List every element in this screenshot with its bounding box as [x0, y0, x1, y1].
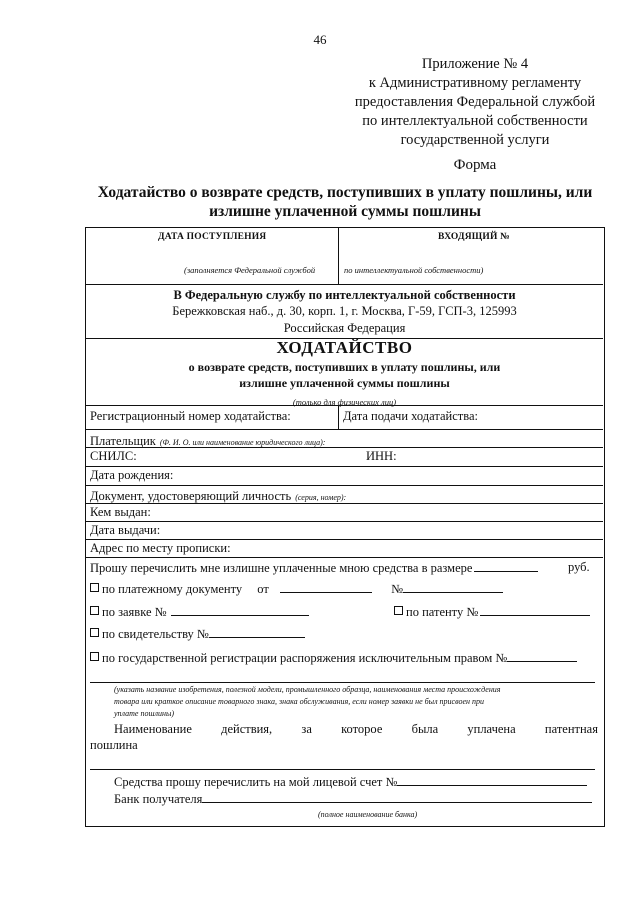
action-word: уплачена	[467, 722, 516, 736]
divider	[86, 447, 603, 448]
divider	[86, 466, 603, 467]
account-row	[114, 774, 587, 790]
payer-note: (Ф. И. О. или наименование юридического лица):	[159, 438, 326, 447]
action-word: была	[411, 722, 439, 736]
registration-row	[90, 650, 577, 666]
bank-label: Банк получателя	[114, 792, 203, 806]
currency-label: руб.	[568, 560, 590, 574]
appendix-line: к Административному регламенту	[368, 75, 582, 91]
patent-label: по патенту №	[406, 605, 479, 619]
payer-label: Плательщик	[90, 434, 156, 448]
patent-row	[394, 604, 590, 620]
checkbox-icon	[90, 628, 99, 637]
addressee-address: Бережковская наб., д. 30, корп. 1, г. Москва, Г-59, ГСП-3, 125993	[172, 304, 517, 318]
account-number-field	[397, 774, 587, 786]
reg-divider	[338, 405, 339, 429]
reg-number-label: Регистрационный номер ходатайства:	[90, 409, 291, 423]
address-label: Адрес по месту прописки:	[90, 541, 231, 555]
petition-subtitle: о возврате средств, поступивших в уплату пошлины, или	[188, 360, 501, 374]
application-label: по заявке №	[102, 605, 167, 619]
from-label: от	[257, 582, 269, 596]
title-line: Ходатайство о возврате средств, поступивших в уплату пошлины, или	[97, 184, 593, 201]
appendix-line: государственной услуги	[400, 132, 550, 148]
payment-number-field	[403, 581, 503, 593]
divider	[86, 284, 603, 285]
certificate-label: по свидетельству №	[102, 627, 209, 641]
patent-number-field	[480, 604, 590, 616]
bank-row	[114, 791, 592, 807]
divider	[86, 557, 603, 558]
action-word: действия,	[221, 722, 273, 736]
incoming-number-label: ВХОДЯЩИЙ №	[438, 232, 510, 242]
divider	[86, 521, 603, 522]
indicate-note: товара или краткое описание товарного знака, знака обслуживания, если номер заявки не был присвоен при	[114, 697, 484, 706]
checkbox-icon	[90, 652, 99, 661]
filing-date-label: Дата подачи ходатайства:	[343, 409, 478, 423]
subject-line	[90, 682, 595, 683]
checkbox-icon	[90, 583, 99, 592]
header-divider	[338, 228, 339, 284]
form-label: Форма	[453, 157, 497, 173]
addressee-country: Российская Федерация	[283, 321, 406, 335]
transfer-label: Прошу перечислить мне излишне уплаченные мною средства в размере	[90, 561, 473, 575]
petition-note	[86, 392, 603, 410]
payment-doc-row	[90, 581, 503, 597]
indicate-note: (указать название изобретения, полезной модели, промышленного образца, наименования места происхождения	[114, 685, 501, 694]
action-word: которое	[341, 722, 383, 736]
issue-date-label: Дата выдачи:	[90, 523, 161, 537]
registration-number-field	[507, 650, 577, 662]
petition-form	[85, 227, 605, 827]
action-word: за	[301, 722, 312, 736]
action-tail: пошлина	[90, 738, 138, 752]
amount-field	[474, 560, 538, 572]
petition-heading: ХОДАТАЙСТВО	[276, 338, 413, 357]
bank-name-field	[202, 791, 592, 803]
petition-subtitle: излишне уплаченной суммы пошлины	[239, 376, 450, 390]
payment-date-field	[280, 581, 372, 593]
id-document-note: (серия, номер):	[295, 493, 347, 502]
inn-label: ИНН:	[366, 449, 397, 463]
application-row	[90, 604, 309, 620]
certificate-row	[90, 626, 305, 642]
divider	[86, 405, 603, 406]
issued-by-label: Кем выдан:	[90, 505, 151, 519]
action-word: патентная	[544, 722, 598, 736]
checkbox-icon	[90, 606, 99, 615]
indicate-note: уплате пошлины)	[114, 709, 175, 718]
number-sign: №	[391, 582, 404, 596]
application-number-field	[171, 604, 309, 616]
snils-label: СНИЛС:	[90, 449, 137, 463]
bank-note: (полное наименование банка)	[318, 810, 418, 819]
addressee-name: В Федеральную службу по интеллектуальной собственности	[173, 288, 516, 302]
divider	[86, 485, 603, 486]
page-number: 46	[313, 32, 327, 47]
divider	[86, 503, 603, 504]
appendix-line: по интеллектуальной собственности	[362, 113, 588, 129]
divider	[86, 539, 603, 540]
divider	[86, 429, 603, 430]
certificate-number-field	[209, 626, 305, 638]
payment-doc-label: по платежному документу	[102, 582, 243, 596]
date-received-label: ДАТА ПОСТУПЛЕНИЯ	[158, 232, 267, 242]
appendix-line: Приложение № 4	[421, 56, 529, 72]
action-word: Наименование	[114, 722, 192, 736]
appendix-block	[340, 55, 610, 150]
action-row	[114, 722, 598, 737]
title-line: излишне уплаченной суммы пошлины	[209, 203, 481, 220]
document-title	[60, 183, 630, 221]
filled-note-left: (заполняется Федеральной службой	[184, 265, 316, 275]
id-document-label: Документ, удостоверяющий личность	[90, 489, 292, 503]
transfer-row	[90, 560, 538, 576]
account-label: Средства прошу перечислить на мой лицевой счет №	[114, 775, 398, 789]
petition-note-text: (только для физических лиц)	[292, 397, 397, 407]
appendix-line: предоставления Федеральной службой	[354, 94, 596, 110]
filled-note-right: по интеллектуальной собственности)	[344, 265, 484, 275]
birth-date-label: Дата рождения:	[90, 468, 174, 482]
action-line	[90, 769, 595, 770]
checkbox-icon	[394, 606, 403, 615]
registration-label: по государственной регистрации распоряжения исключительным правом №	[102, 651, 508, 665]
